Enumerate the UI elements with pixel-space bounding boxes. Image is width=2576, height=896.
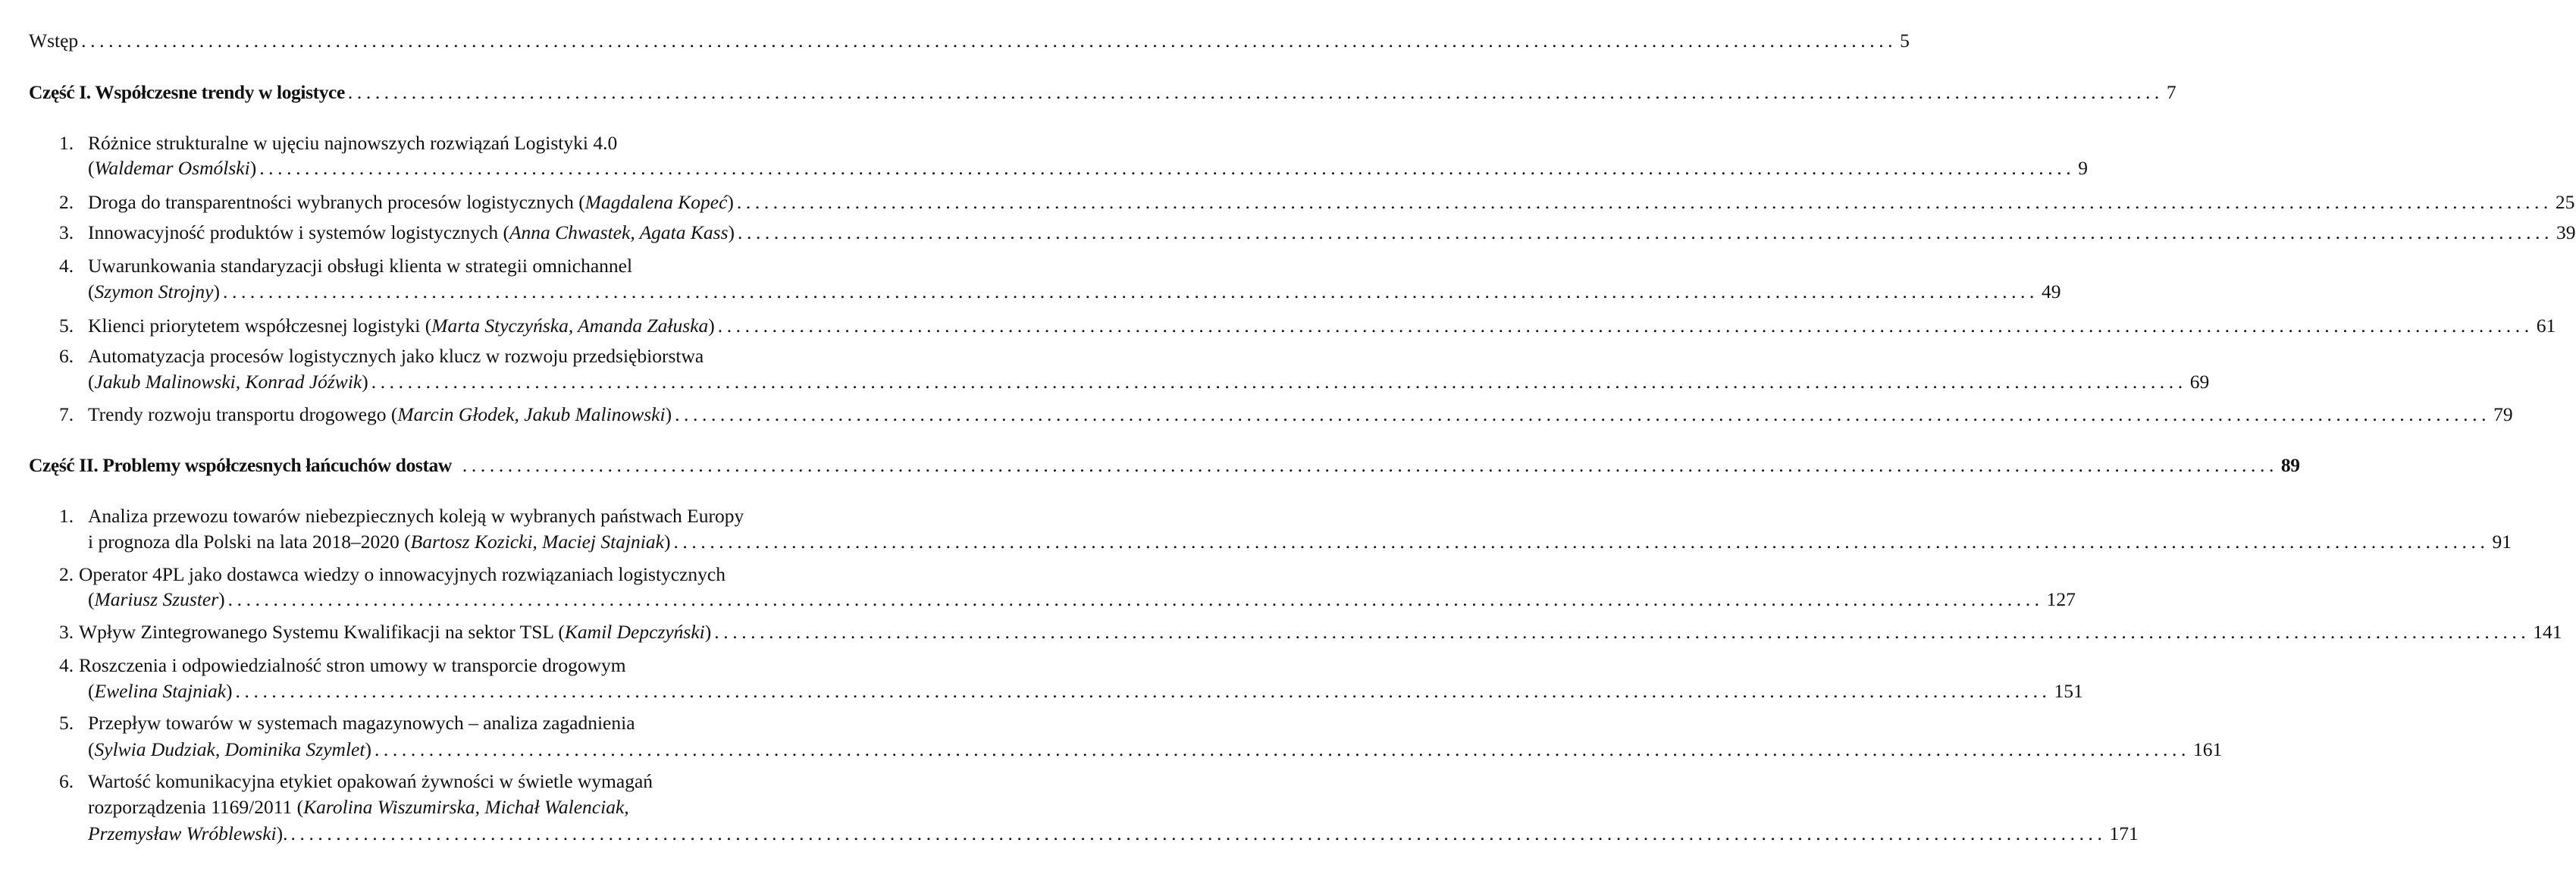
entry-title-cont: rozporządzenia 1169/2011 xyxy=(88,796,293,818)
entry-authors: Karolina Wiszumirska, Michał Walenciak, xyxy=(303,796,629,818)
entry-page: 151 xyxy=(2054,680,2083,702)
entry-page: 69 xyxy=(2189,371,2210,393)
entry-title: Klienci priorytetem współczesnej logistyki xyxy=(88,315,421,337)
leader-dots: ........................................................................................................................................................................................................ xyxy=(717,315,2534,337)
entry-page: 61 xyxy=(2536,315,2556,337)
leader-dots: ........................................................................................................................................................................................................ xyxy=(371,371,2187,393)
leader-dots: ........................................................................................................................................................................................................ xyxy=(259,157,2076,179)
entry-title: Innowacyjność produktów i systemów logistycznych xyxy=(88,221,499,243)
entry-title: Przepływ towarów w systemach magazynowych – analiza zagadnienia xyxy=(88,712,635,734)
entry-title: Automatyzacja procesów logistycznych jako klucz w rozwoju przedsiębiorstwa xyxy=(88,345,704,367)
entry-title: Różnice strukturalne w ujęciu najnowszych rozwiązań Logistyki 4.0 xyxy=(88,132,618,154)
entry-authors: Marcin Głodek, Jakub Malinowski xyxy=(397,403,666,425)
entry-title: Trendy rozwoju transportu drogowego xyxy=(88,403,387,425)
entry-page: 79 xyxy=(2493,403,2513,425)
entry-number: 5. xyxy=(59,315,74,337)
entry-number: 1. xyxy=(59,505,74,527)
entry-page: 39 xyxy=(2556,221,2576,243)
toc-intro-page: 5 xyxy=(1900,30,1910,52)
entry-authors: Przemysław Wróblewski xyxy=(88,822,277,844)
entry-title: Operator 4PL jako dostawca wiedzy o innowacyjnych rozwiązaniach logistycznych xyxy=(79,563,726,585)
part2-title: Część II. Problemy współczesnych łańcuchów dostaw xyxy=(29,454,452,476)
leader-dots: ........................................................................................................................................................................................................ xyxy=(227,588,2044,610)
entry-number: 1. xyxy=(59,132,74,154)
part1-page: 7 xyxy=(2166,81,2176,103)
entry-authors: Ewelina Stajniak xyxy=(94,680,227,702)
entry-authors: Bartosz Kozicki, Maciej Stajniak xyxy=(410,531,664,553)
entry-authors: Waldemar Osmólski xyxy=(94,157,250,179)
entry-title: Uwarunkowania standaryzacji obsługi klienta w strategii omnichannel xyxy=(88,255,633,277)
entry-page: 25 xyxy=(2555,191,2575,213)
entry-number: 4. xyxy=(59,255,74,277)
entry-authors: Mariusz Szuster xyxy=(94,588,219,610)
entry-number: 5. xyxy=(59,712,74,734)
entry-number: 3. xyxy=(59,621,74,643)
entry-page: 171 xyxy=(2109,822,2139,844)
leader-dots: ........................................................................................................................................................................................................ xyxy=(714,621,2531,643)
entry-number: 2. xyxy=(59,563,74,585)
entry-title: Analiza przewozu towarów niebezpiecznych koleją w wybranych państwach Europy xyxy=(88,505,744,527)
leader-dots: ........................................................................................................................................................................................................ xyxy=(223,280,2039,302)
entry-title-cont: i prognoza dla Polski na lata 2018–2020 xyxy=(88,531,400,553)
entry-authors: Anna Chwastek, Agata Kass xyxy=(509,221,729,243)
entry-title: Roszczenia i odpowiedzialność stron umowy w transporcie drogowym xyxy=(79,654,626,676)
entry-authors: Magdalena Kopeć xyxy=(584,191,728,213)
leader-dots: ........................................................................................................................................................................................................ xyxy=(738,221,2553,243)
entry-authors: Sylwia Dudziak, Dominika Szymlet xyxy=(94,738,365,760)
leader-dots: ........................................................................................................................................................................................................ xyxy=(736,191,2552,213)
entry-page: 49 xyxy=(2042,280,2061,302)
entry-page: 91 xyxy=(2492,531,2512,553)
part2-page: 89 xyxy=(2280,454,2300,476)
entry-page: 127 xyxy=(2046,588,2076,610)
entry-number: 6. xyxy=(59,345,74,367)
leader-dots: ........................................................................................................................................................................................................ xyxy=(347,81,2164,103)
entry-page: 141 xyxy=(2533,621,2562,643)
entry-number: 7. xyxy=(59,403,74,425)
entry-authors: Szymon Strojny xyxy=(94,280,214,302)
entry-title: Wpływ Zintegrowanego Systemu Kwalifikacji na sektor TSL xyxy=(79,621,554,643)
part1-title: Część I. Współczesne trendy w logistyce xyxy=(29,81,345,103)
entry-title: Droga do transparentności wybranych procesów logistycznych xyxy=(88,191,574,213)
leader-dots: ........................................................................................................................................................................................................ xyxy=(81,30,1898,52)
entry-number: 4. xyxy=(59,654,74,676)
entry-number: 3. xyxy=(59,221,74,243)
entry-number: 2. xyxy=(59,191,74,213)
toc-intro-title: Wstęp xyxy=(29,30,79,52)
leader-dots: ........................................................................................................................................................................................................ xyxy=(374,738,2190,760)
entry-authors: Jakub Malinowski, Konrad Jóźwik xyxy=(94,371,362,393)
leader-dots: ........................................................................................................................................................................................................ xyxy=(235,680,2051,702)
entry-authors: Marta Styczyńska, Amanda Załuska xyxy=(431,315,709,337)
entry-page: 161 xyxy=(2192,738,2223,760)
leader-dots: ........................................................................................................................................................................................................ xyxy=(675,403,2491,425)
leader-dots: ........................................................................................................................................................................................................ xyxy=(290,822,2107,844)
leader-dots: ........................................................................................................................................................................................................ xyxy=(673,531,2490,553)
entry-title: Wartość komunikacyjna etykiet opakowań żywności w świetle wymagań xyxy=(88,770,653,792)
entry-number: 6. xyxy=(59,770,74,792)
entry-authors: Kamil Depczyński xyxy=(564,621,705,643)
entry-page: 9 xyxy=(2078,157,2088,179)
leader-dots: ........................................................................................................................................................................................................ xyxy=(462,454,2278,476)
